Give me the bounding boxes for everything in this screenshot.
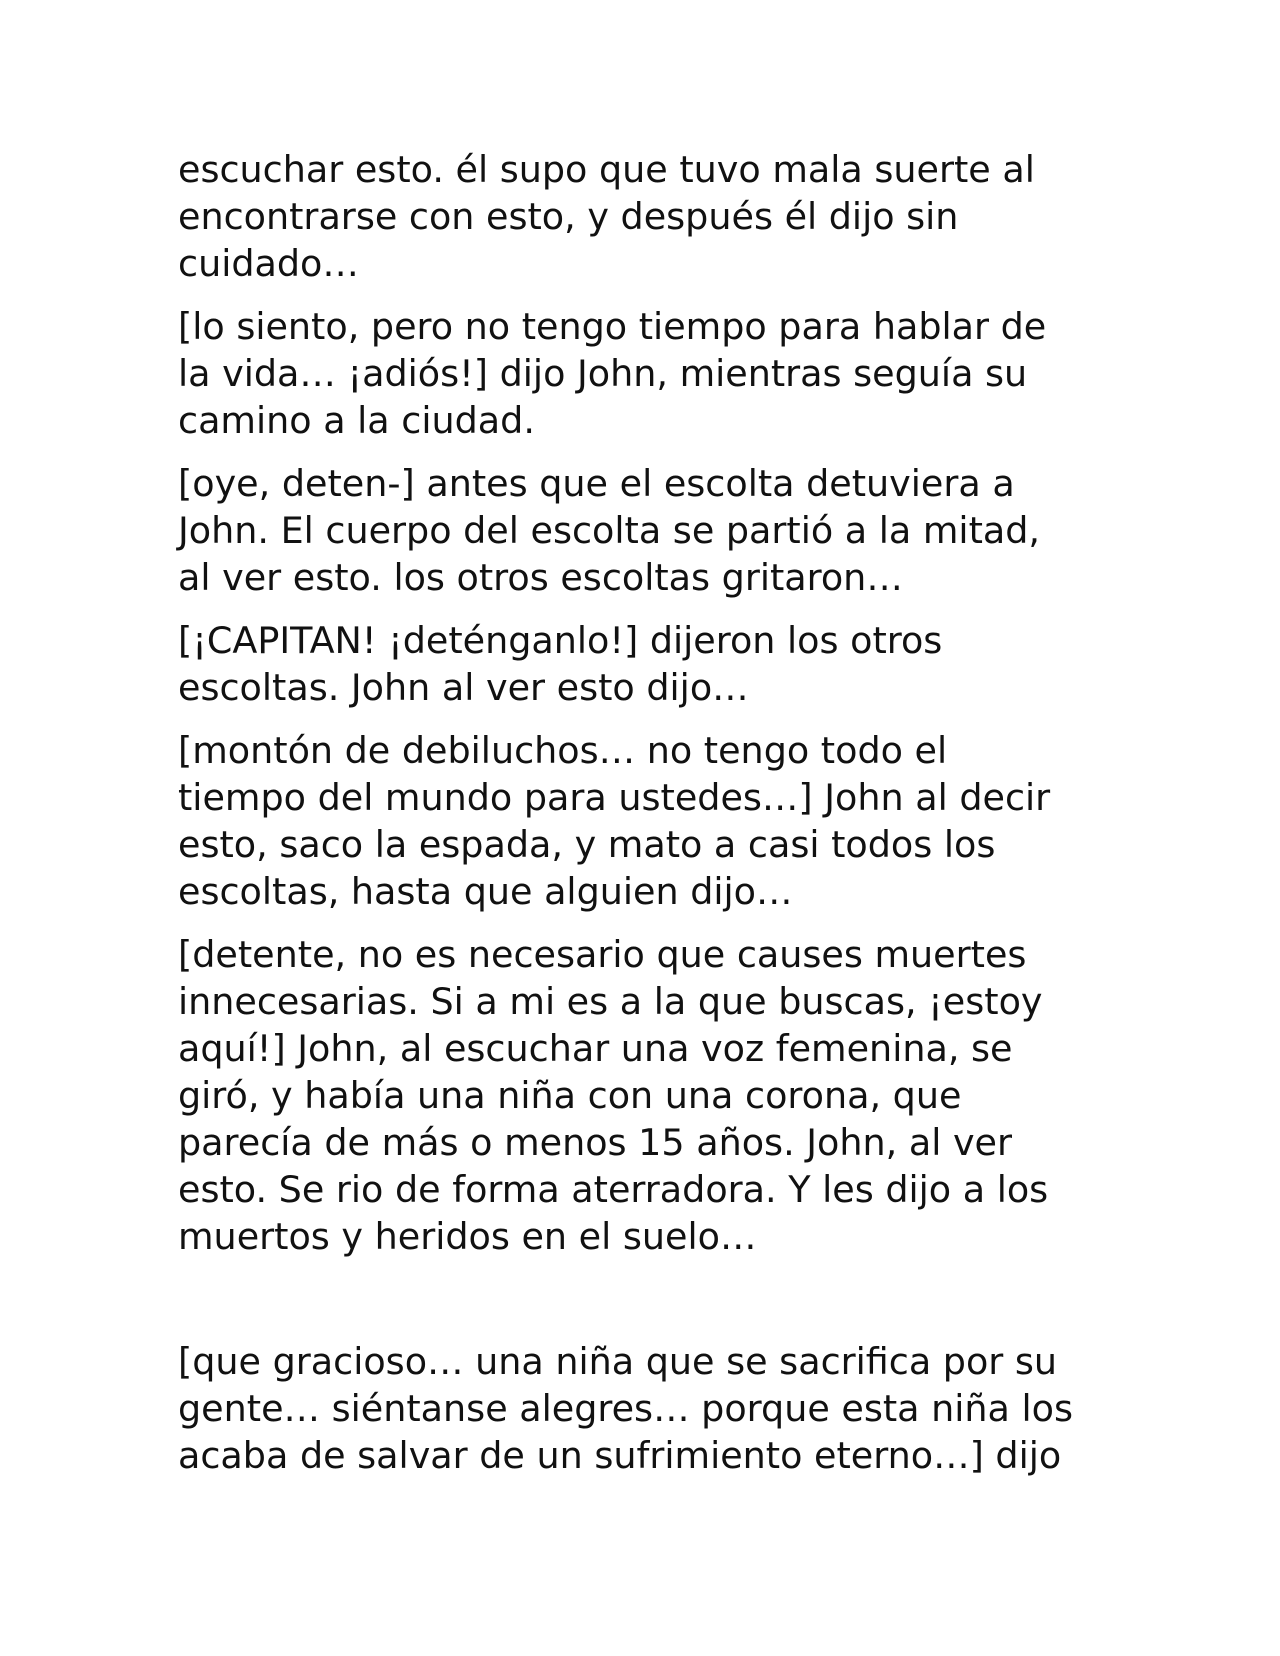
text-line: [lo siento, pero no tengo tiempo para hablar de: [178, 305, 1047, 348]
document-body: [178, 146, 1118, 1495]
text-line: escoltas, hasta que alguien dijo…: [178, 870, 793, 913]
text-line: parecía de más o menos 15 años. John, al ver: [178, 1121, 1013, 1164]
text-line: giró, y había una niña con una corona, que: [178, 1074, 962, 1117]
paragraph-4: [178, 617, 1118, 711]
text-line: muertos y heridos en el suelo…: [178, 1215, 757, 1258]
text-line: [oye, deten-] antes que el escolta detuviera a: [178, 462, 1015, 505]
text-line: escuchar esto. él supo que tuvo mala suerte al: [178, 148, 1035, 191]
paragraph-1: [178, 146, 1118, 287]
text-line: la vida… ¡adiós!] dijo John, mientras seguía su: [178, 352, 1028, 395]
paragraph-2: [178, 303, 1118, 444]
text-line: [montón de debiluchos… no tengo todo el: [178, 729, 948, 772]
text-line: esto. Se rio de forma aterradora. Y les dijo a los: [178, 1168, 1049, 1211]
text-line: aquí!] John, al escuchar una voz femenina, se: [178, 1027, 1013, 1070]
paragraph-3: [178, 460, 1118, 601]
text-line: esto, saco la espada, y mato a casi todos los: [178, 823, 996, 866]
text-line: encontrarse con esto, y después él dijo sin: [178, 195, 959, 238]
text-line: [detente, no es necesario que causes muertes: [178, 933, 1027, 976]
text-line: cuidado…: [178, 242, 359, 285]
paragraph-6: [178, 931, 1118, 1260]
paragraph-spacer: [178, 1276, 1118, 1338]
paragraph-7: [178, 1338, 1118, 1479]
text-line: al ver esto. los otros escoltas gritaron…: [178, 556, 903, 599]
text-line: camino a la ciudad.: [178, 399, 535, 442]
text-line: tiempo del mundo para ustedes…] John al decir: [178, 776, 1051, 819]
text-line: gente… siéntanse alegres… porque esta niña los: [178, 1387, 1074, 1430]
paragraph-5: [178, 727, 1118, 915]
text-line: acaba de salvar de un sufrimiento eterno…] dijo: [178, 1434, 1062, 1477]
text-line: escoltas. John al ver esto dijo…: [178, 666, 749, 709]
text-line: John. El cuerpo del escolta se partió a la mitad,: [178, 509, 1041, 552]
text-line: innecesarias. Si a mi es a la que buscas, ¡estoy: [178, 980, 1043, 1023]
text-line: [que gracioso… una niña que se sacrifica por su: [178, 1340, 1058, 1383]
text-line: [¡CAPITAN! ¡deténganlo!] dijeron los otros: [178, 619, 943, 662]
